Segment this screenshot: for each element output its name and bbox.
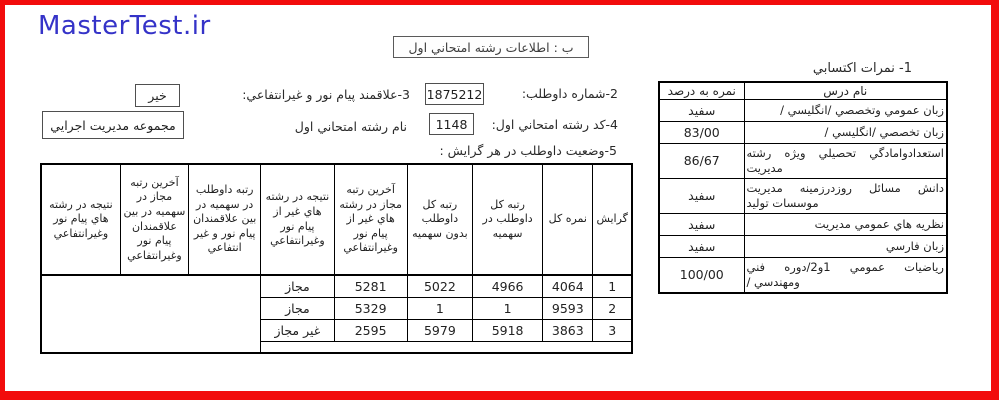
score-cell: سفيد [659,235,744,257]
status-col-header-result-non-pn: نتيجه در رشته هاي غير از پيام نور وغيرانتفاعي [261,164,334,275]
scores-table [658,81,948,294]
course-name-header: نام درس [744,82,947,99]
score-cell: 86/67 [659,143,744,178]
page-content [5,5,991,391]
bottom-strip-cell [261,341,632,353]
score-cell: 100/00 [659,257,744,293]
status-col-header-result-pn: نتيجه در رشته هاي پيام نور وغيرانتفاعي [41,164,120,275]
scores-title: 1- نمرات اكتسابي [812,61,912,76]
section-title: ب : اطلاعات رشته امتحاني اول [408,39,574,55]
score-row [659,235,947,257]
status-header-row [41,164,632,275]
result-non-pn-cell: غير مجاز [261,319,334,341]
score-row [659,257,947,293]
status-col-header-track: گرايش [593,164,632,275]
rank-no-quota-cell: 5979 [407,319,472,341]
score-percent-header: نمره به درصد [659,82,744,99]
score-row [659,99,947,121]
status-col-header-total-score: نمره كل [543,164,593,275]
first-exam-name-label: نام رشته امتحاني اول [294,119,407,134]
score-cell: سفيد [659,178,744,213]
total-score-cell: 3863 [543,319,593,341]
first-exam-code-label: 4-كد رشته امتحاني اول: [491,117,618,132]
candidate-number-value: 1875212 [425,83,484,105]
status-table [40,163,633,354]
scores-header-row [659,82,947,99]
course-name-cell: نظريه هاي عمومي مديريت [744,213,947,235]
rank-no-quota-cell: 1 [407,297,472,319]
status-table-title: 5-وضعيت داوطلب در هر گرايش : [439,143,617,158]
total-score-cell: 4064 [543,275,593,297]
course-name-cell: زبان تخصصي /انگليسي / [744,121,947,143]
course-name-cell: دانش مسائل روزدرزمينه مديريت موسسات توليد [744,178,947,213]
status-col-header-rank-pn-applicants: رتبه داوطلب در سهميه در بين علاقمندان پيام نور و غير انتفاعي [189,164,261,275]
result-non-pn-cell: مجاز [261,275,334,297]
score-cell: سفيد [659,213,744,235]
score-row [659,213,947,235]
pn-columns-empty-area [41,275,261,353]
course-name-cell: زبان عمومي وتخصصي /انگليسي / [744,99,947,121]
rank-no-quota-cell: 5022 [407,275,472,297]
status-row [41,275,632,297]
result-non-pn-cell: مجاز [261,297,334,319]
payam-noor-interest-label: 3-علاقمند پيام نور و غيرانتفاعي: [242,87,410,102]
track-cell: 1 [593,275,632,297]
last-allowed-rank-cell: 5281 [334,275,407,297]
section-title-box [393,36,589,58]
status-col-header-rank-no-quota: رتبه كل داوطلب بدون سهميه [407,164,472,275]
status-col-header-rank-quota: رتبه كل داوطلب در سهميه [472,164,542,275]
course-name-cell: رياضيات عمومي 1و2/دوره فني ومهندسي / [744,257,947,293]
status-col-header-last-allowed-rank-pn: آخرين رتبه مجاز در سهميه در بين علاقمندان پيام نور وغيرانتفاعي [120,164,188,275]
candidate-number-label: 2-شماره داوطلب: [521,86,618,101]
track-cell: 2 [593,297,632,319]
score-row [659,178,947,213]
total-score-cell: 9593 [543,297,593,319]
site-logo[interactable]: MasterTest.ir [38,11,211,41]
last-allowed-rank-cell: 5329 [334,297,407,319]
rank-quota-cell: 1 [472,297,542,319]
score-cell: 83/00 [659,121,744,143]
course-name-cell: زبان فارسي [744,235,947,257]
rank-quota-cell: 5918 [472,319,542,341]
first-exam-name-value: مجموعه مديريت اجرايي [42,111,184,139]
rank-quota-cell: 4966 [472,275,542,297]
status-col-header-last-allowed-rank: آخرين رتبه مجاز در رشته هاي غير از پيام نور وغيرانتفاعي [334,164,407,275]
score-row [659,143,947,178]
course-name-cell: استعدادوامادگي تحصيلي ويژه رشته مديريت [744,143,947,178]
payam-noor-interest-value: خير [135,84,180,107]
last-allowed-rank-cell: 2595 [334,319,407,341]
score-row [659,121,947,143]
score-cell: سفيد [659,99,744,121]
first-exam-code-value: 1148 [429,113,474,135]
track-cell: 3 [593,319,632,341]
